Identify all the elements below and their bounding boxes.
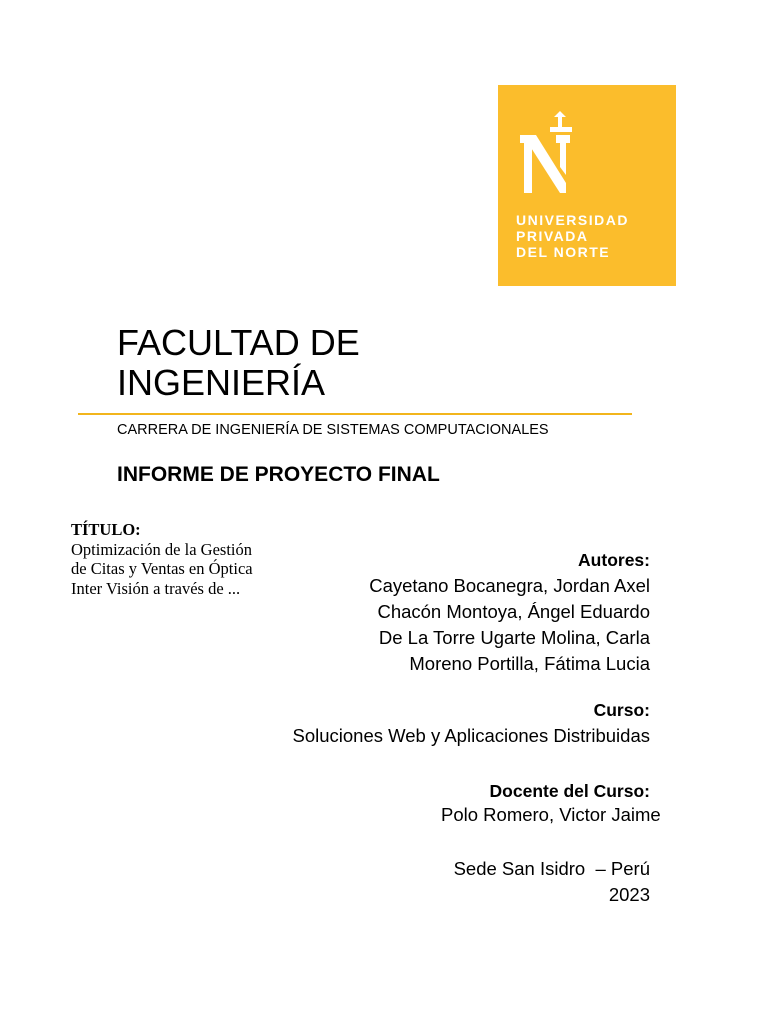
teacher-section bbox=[490, 778, 650, 804]
title-label: TÍTULO: bbox=[71, 520, 141, 539]
faculty-line-2: INGENIERÍA bbox=[117, 362, 326, 403]
authors-section bbox=[369, 547, 650, 677]
career-name: CARRERA DE INGENIERÍA DE SISTEMAS COMPUTACIONALES bbox=[117, 422, 549, 438]
course-name: Soluciones Web y Aplicaciones Distribuidas bbox=[292, 725, 650, 746]
project-title-text: Optimización de la Gestión de Citas y Ventas en Óptica Inter Visión a través de ... bbox=[71, 539, 253, 598]
report-title: INFORME DE PROYECTO FINAL bbox=[117, 463, 440, 486]
faculty-line-1: FACULTAD DE bbox=[117, 322, 360, 363]
course-section bbox=[292, 697, 650, 749]
author-name: Moreno Portilla, Fátima Lucia bbox=[409, 653, 650, 674]
logo-line-1: UNIVERSIDAD bbox=[516, 212, 629, 228]
project-title-block bbox=[71, 520, 261, 598]
teacher-name: Polo Romero, Victor Jaime bbox=[441, 804, 661, 825]
location-section bbox=[454, 856, 650, 908]
accent-divider bbox=[78, 413, 632, 415]
logo-line-2: PRIVADA bbox=[516, 228, 589, 244]
authors-label: Autores: bbox=[578, 550, 650, 570]
logo-line-3: DEL NORTE bbox=[516, 244, 611, 260]
teacher-label: Docente del Curso: bbox=[489, 781, 650, 801]
upn-n-emblem-icon bbox=[520, 105, 580, 195]
author-name: De La Torre Ugarte Molina, Carla bbox=[378, 627, 650, 648]
author-name: Cayetano Bocanegra, Jordan Axel bbox=[369, 575, 650, 596]
course-label: Curso: bbox=[593, 700, 650, 720]
university-logo bbox=[498, 85, 676, 286]
author-name: Chacón Montoya, Ángel Eduardo bbox=[377, 601, 650, 622]
sede-text: Sede San Isidro – Perú bbox=[453, 858, 650, 879]
logo-wordmark bbox=[516, 212, 629, 260]
year-text: 2023 bbox=[608, 884, 650, 905]
faculty-heading bbox=[117, 323, 360, 403]
